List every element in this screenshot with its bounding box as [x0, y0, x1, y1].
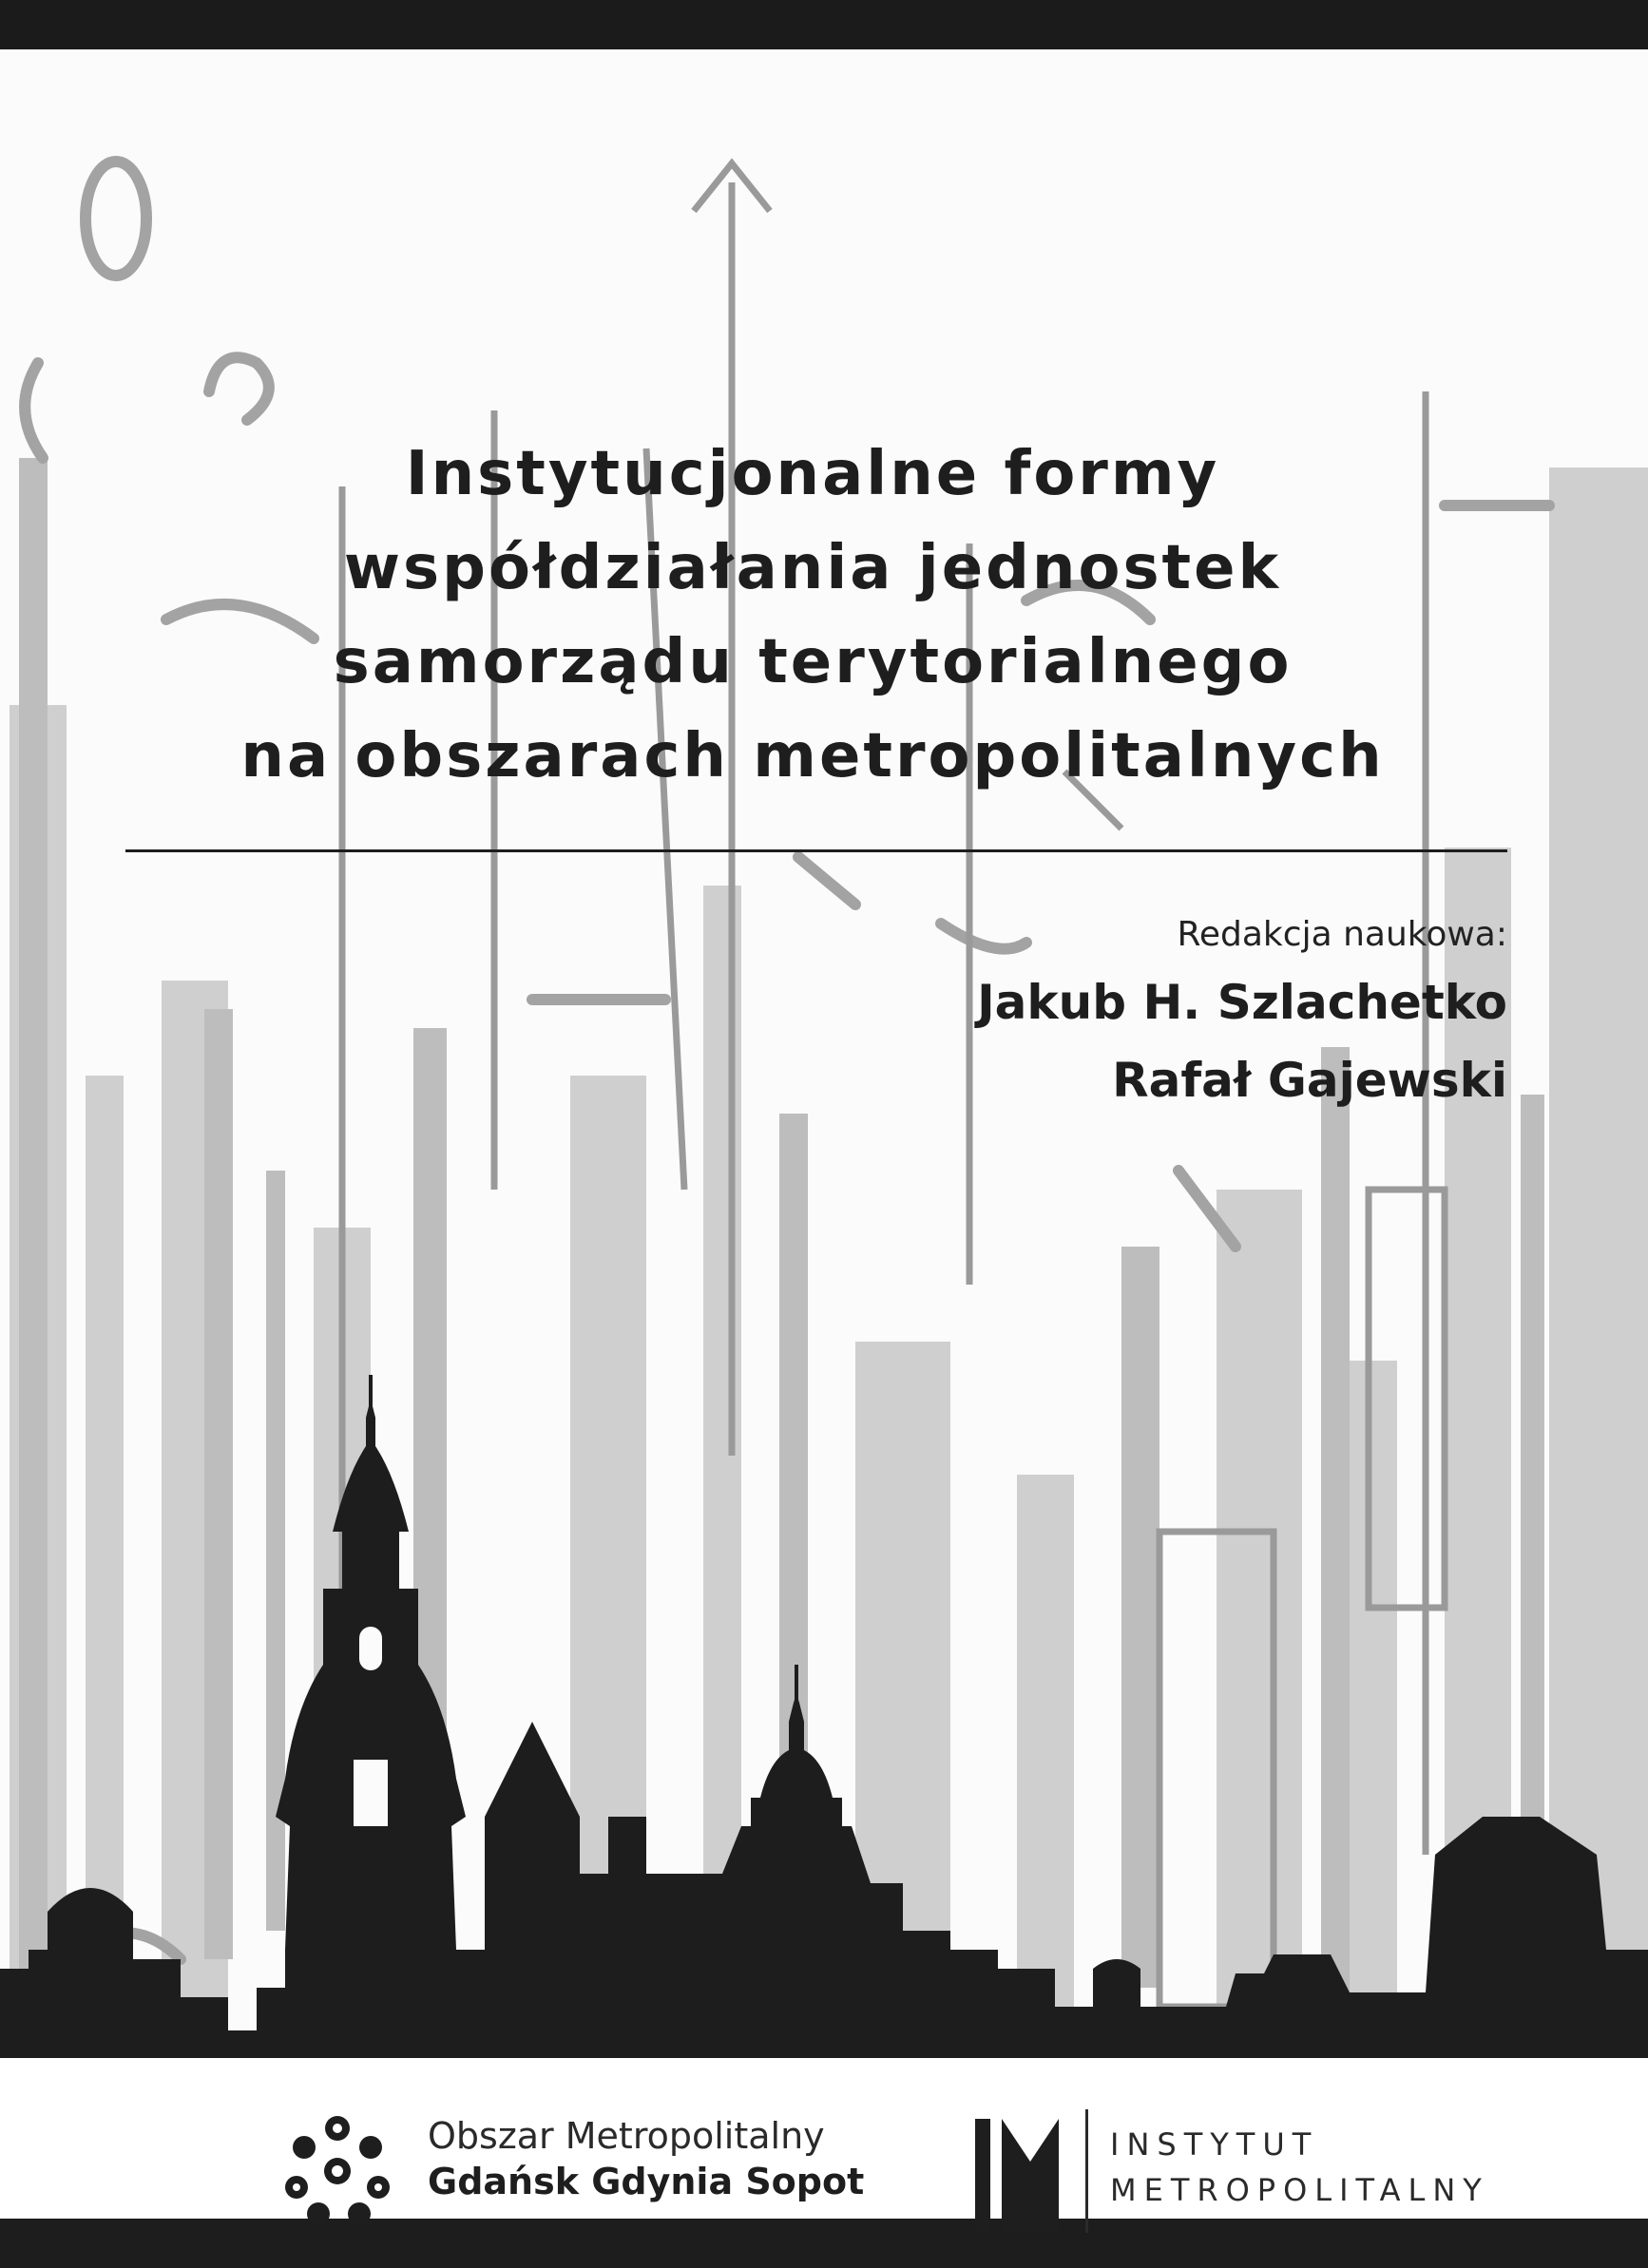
editors-label: Redakcja naukowa:: [1177, 915, 1507, 954]
metropolitan-area-name: [428, 2113, 864, 2204]
city-skyline-illustration: [0, 49, 1648, 2268]
institute-line-1: INSTYTUT: [1110, 2126, 1319, 2163]
scan-border-top: [0, 0, 1648, 49]
title-underline-divider: [125, 849, 1507, 852]
institute-line-2: METROPOLITALNY: [1110, 2172, 1489, 2208]
editor-name: Rafał Gajewski: [1112, 1053, 1507, 1108]
editors-block: [977, 906, 1507, 1119]
editor-name: Jakub H. Szlachetko: [977, 975, 1507, 1030]
publisher-divider: [1085, 2109, 1088, 2233]
title-line-3: samorządu terytorialnego: [333, 627, 1293, 697]
metropolitan-institute-logo-icon: [975, 2109, 1080, 2233]
metropolitan-institute-name: [1110, 2122, 1489, 2213]
book-cover: [0, 49, 1648, 2268]
title-line-1: Instytucjonalne formy: [405, 439, 1220, 509]
book-title: [114, 428, 1511, 804]
metropolitan-area-line-2: Gdańsk Gdynia Sopot: [428, 2161, 865, 2202]
metropolitan-area-logo-icon: [276, 2109, 399, 2233]
title-line-4: na obszarach metropolitalnych: [240, 721, 1385, 791]
metropolitan-area-line-1: Obszar Metropolitalny: [428, 2115, 825, 2157]
title-line-2: współdziałania jednostek: [343, 533, 1282, 603]
